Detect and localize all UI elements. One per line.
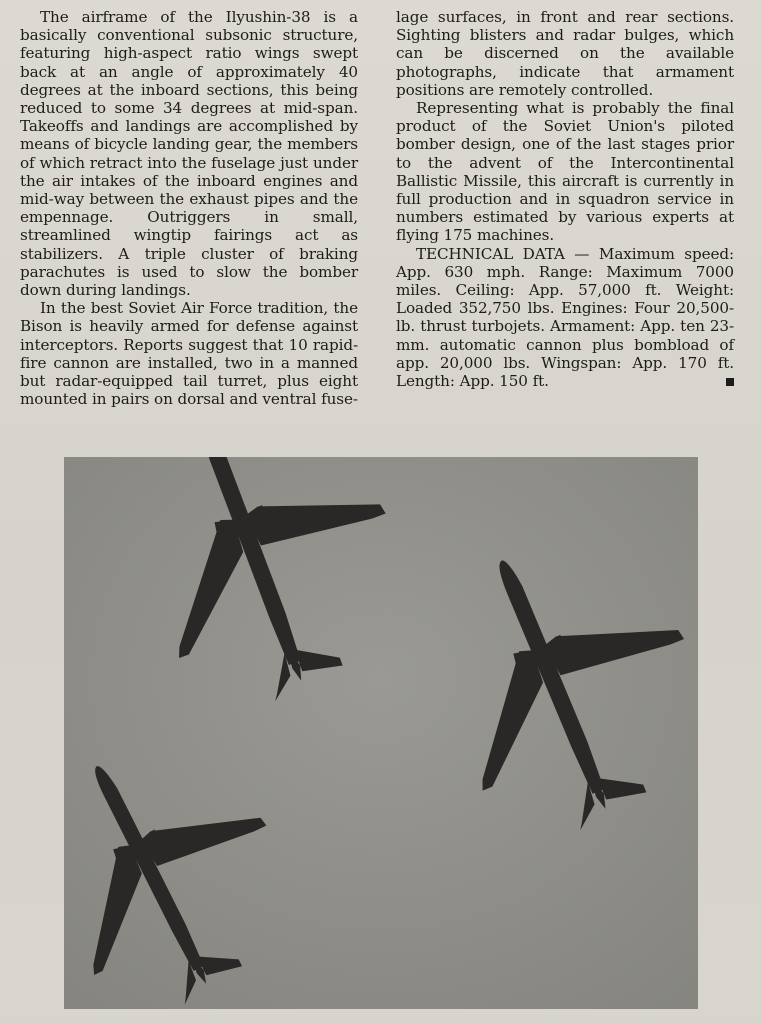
paragraph-armament: In the best Soviet Air Force tradition, the Bison is heavily armed for defense against interceptors. Reports suggest that 10 rapid-fire cannon are installed, two in a manned but radar-equipped tail turret, plus eight mounted in pairs on dorsal and ventral fuse- bbox=[20, 299, 358, 409]
left-text-column bbox=[20, 8, 358, 408]
sky-background bbox=[64, 457, 698, 1009]
right-text-column bbox=[396, 8, 734, 390]
bomber-formation-photo bbox=[64, 457, 698, 1009]
paragraph-production: Representing what is probably the final product of the Soviet Union's piloted bomber design, one of the last stages prior to the advent of the Intercontinental Ballistic Missile, this aircraft is currently in full production and in squadron service in numbers estimated by various experts at flying 175 machines. bbox=[396, 99, 734, 245]
paragraph-technical-data bbox=[396, 245, 734, 391]
paragraph-airframe: The airframe of the Ilyushin-38 is a basically conventional subsonic structure, featuring high-aspect ratio wings swept back at an angle of approximately 40 degrees at the inboard sections, this being reduced to some 34 degrees at mid-span. Takeoffs and landings are accomplished by means of bicycle landing gear, the members of which retract into the fuselage just under the air intakes of the inboard engines and mid-way between the exhaust pipes and the empennage. Outriggers in small, streamlined wingtip fairings act as stabilizers. A triple cluster of braking parachutes is used to slow the bomber down during landings. bbox=[20, 8, 358, 300]
end-of-article-mark bbox=[726, 378, 734, 386]
paragraph-fuselage-continued: lage surfaces, in front and rear sections. Sighting blisters and radar bulges, which can be discerned on the available photographs, indicate that armament positions are remotely controlled. bbox=[396, 8, 734, 99]
bomber-formation-illustration bbox=[64, 457, 698, 1009]
technical-data-text: TECHNICAL DATA — Maximum speed: App. 630 mph. Range: Maximum 7000 miles. Ceiling: App. 57,000 ft. Weight: Loaded 352,750 lbs. Engines: Four 20,500-lb. thrust turbojets. Armament: App. ten 23-mm. automatic cannon plus bombload of app. 20,000 lbs. Wingspan: App. 170 ft. Length: App. 150 ft. bbox=[396, 244, 734, 391]
